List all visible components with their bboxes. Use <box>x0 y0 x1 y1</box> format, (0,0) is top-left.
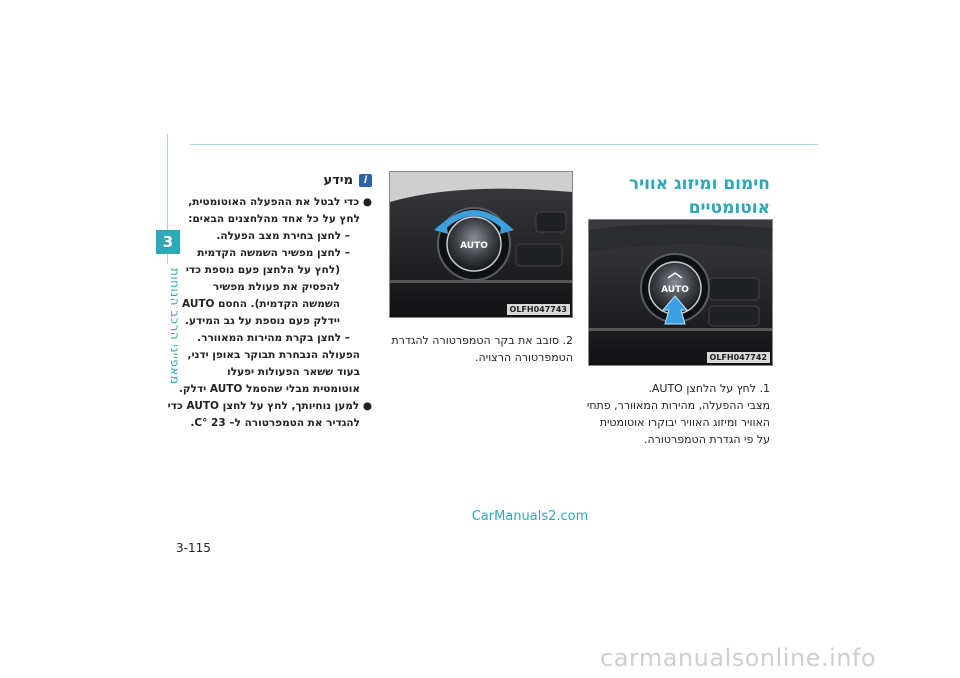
note-line: ● למען נוחיותך, לחץ על לחצן AUTO כדי <box>167 400 372 412</box>
note-line: ● כדי לבטל את ההפעלה האוטומטית, <box>188 196 372 208</box>
knob-label: AUTO <box>661 285 689 295</box>
step-2-line: הטמפרטורה הרצויה. <box>475 351 573 364</box>
temperature-knob-illustration <box>390 172 572 317</box>
note-line: בעוד ששאר הפעולות יפעלו <box>227 366 360 378</box>
note-line: – לחצן מפשיר השמשה הקדמית <box>197 247 350 259</box>
note-header <box>310 172 372 188</box>
note-line: לחץ על כל אחד מהלחצנים הבאים: <box>188 213 360 225</box>
page-number: 3-115 <box>176 541 211 555</box>
note-line: השמשה הקדמית). החסם AUTO <box>182 298 340 310</box>
note-line: אוטומטית מבלי שהסמל AUTO ידלק. <box>178 383 360 395</box>
figure-temperature-knob <box>389 171 573 318</box>
figure-auto-button <box>588 219 773 366</box>
figure-code: OLFH047742 <box>707 352 770 363</box>
section-title <box>590 172 770 220</box>
section-title-line2: אוטומטיים <box>688 198 770 218</box>
figure-code: OLFH047743 <box>507 304 570 315</box>
climate-panel-illustration <box>589 220 772 365</box>
step-1-text <box>580 380 770 448</box>
note-line: יידלק פעם נוספת על גב המידע. <box>184 315 340 327</box>
step-2-text <box>385 332 573 366</box>
step-1-line: מצבי ההפעלה, מהירות המאוורר, פתחי <box>586 399 770 412</box>
step-1-line: 1. לחץ על הלחצן AUTO. <box>648 382 770 395</box>
note-line: להגדיר את הטמפרטורה ל– 23 °C. <box>190 417 360 429</box>
section-title-line1: חימום ומיזוג אוויר <box>628 174 770 194</box>
step-2-line: 2. סובב את בקר הטמפרטורה להגדרת <box>391 334 573 347</box>
info-icon: i <box>359 174 372 187</box>
step-1-line: על פי הגדרת הטמפרטורה. <box>643 433 770 446</box>
note-line: הפעולה הנבחרת תבוקר באופן ידני, <box>187 349 360 361</box>
knob-label: AUTO <box>460 241 488 251</box>
chapter-number-badge: 3 <box>156 230 180 254</box>
chapter-side-label: מאפייני הרכב הנוחות <box>168 268 182 385</box>
note-line: (לחץ על הלחצן פעם נוספת כדי <box>185 264 340 276</box>
note-line: – לחצן בחירת מצב הפעלה. <box>216 230 350 242</box>
header-rule <box>190 144 818 145</box>
note-title: מידע <box>323 172 353 188</box>
watermark-link[interactable]: CarManuals2.com <box>471 509 589 524</box>
note-line: להפסיק את פעולת מפשיר <box>212 281 340 293</box>
footer-site-watermark: carmanualsonline.info <box>600 644 877 672</box>
step-1-line: האוויר ומיזוג האוויר יבוקרו אוטומטית <box>599 416 770 429</box>
note-line: – לחצן בקרת מהירות המאוורר. <box>197 332 350 344</box>
